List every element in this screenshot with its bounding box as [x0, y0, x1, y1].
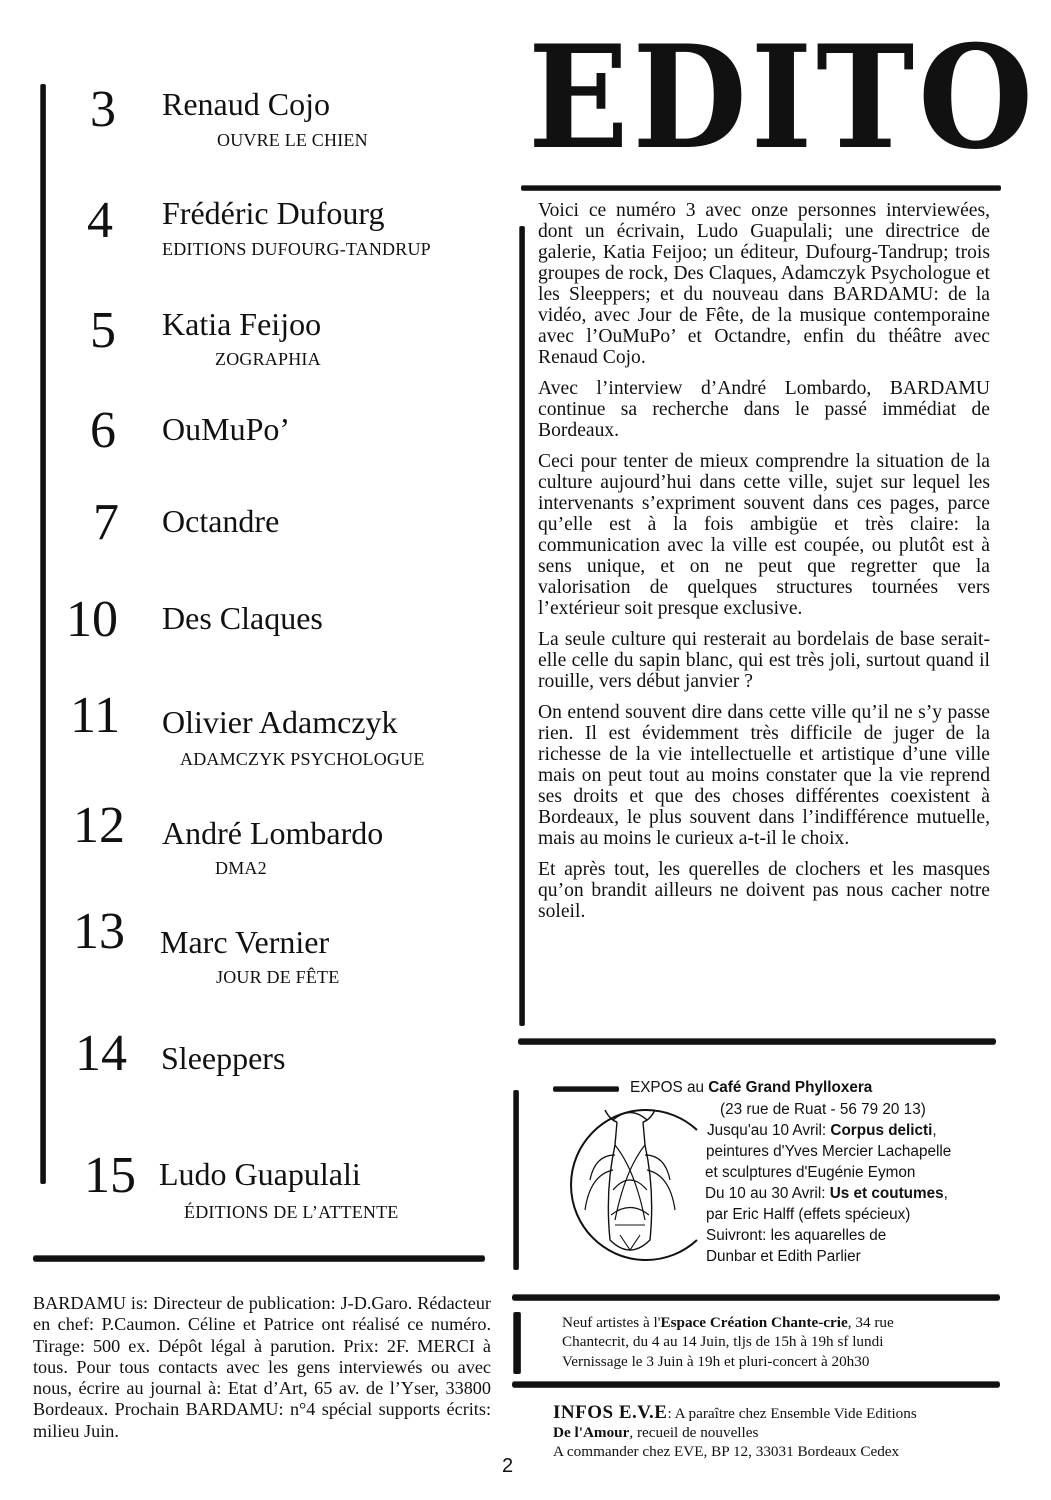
- toc-title: Marc Vernier: [160, 924, 330, 960]
- expos-heading-rule: [553, 1087, 619, 1091]
- chantecrie-bottom-rule: [512, 1382, 1000, 1387]
- infos-book-title: De l'Amour: [553, 1424, 630, 1441]
- infos-line: A commander chez EVE, BP 12, 33031 Bordeaux Cedex: [553, 1443, 900, 1460]
- expos-punct: ,: [943, 1185, 948, 1202]
- expos-show-title: Us et coutumes: [829, 1185, 944, 1202]
- chantecrie-vertical-rule: [514, 1312, 520, 1374]
- toc-page-number: 11: [70, 687, 121, 744]
- edito-paragraph: Avec l’interview d’André Lombardo, BARDAMU continue sa recherche dans le passé immédiat de Bordeaux.: [538, 378, 990, 441]
- expos-vertical-rule: [514, 1090, 518, 1270]
- edito-paragraph: La seule culture qui resterait au bordelais de base serait-elle celle du sapin blanc, qui est très joli, surtout quand il rouille, vers début janvier ?: [538, 629, 990, 692]
- toc-title: Renaud Cojo: [162, 86, 330, 122]
- toc-title: Des Claques: [162, 600, 323, 636]
- expos-line: [707, 1121, 937, 1141]
- toc-subtitle: DMA2: [215, 858, 267, 878]
- chantecrie-top-rule: [512, 1295, 1000, 1300]
- expos-line: par Eric Halff (effets spécieux): [706, 1206, 911, 1223]
- expos-show-title: Corpus delicti: [830, 1122, 933, 1139]
- edito-end-rule: [518, 1039, 996, 1044]
- expos-line: Dunbar et Edith Parlier: [706, 1248, 861, 1265]
- toc-page-number: 13: [73, 903, 125, 960]
- toc-page-number: 5: [90, 302, 116, 359]
- edito-title-underline: [521, 186, 1001, 190]
- toc-subtitle: ADAMCZYK PSYCHOLOGUE: [180, 749, 425, 769]
- chantecrie-address: , 34 rue: [847, 1314, 894, 1331]
- toc-subtitle: JOUR DE FÊTE: [216, 967, 340, 987]
- infos-heading: INFOS E.V.E: [553, 1402, 668, 1423]
- toc-title: Ludo Guapulali: [159, 1156, 361, 1192]
- edito-paragraph: Ceci pour tenter de mieux comprendre la situation de la culture aujourd’hui dans cette ville, sujet sur lequel les intervenants s’expriment souvent dans ces pages, parce qu’elle est à la fois ambigüe et très claire: la communication avec la ville est coupée, ou plutôt est à sens unique, et on ne peut que regretter que la valorisation de quelques structures tournées vers l’extérieur soit presque exclusive.: [538, 451, 990, 619]
- expos-heading: [630, 1078, 872, 1098]
- credits-text: BARDAMU is: Directeur de publication: J-D.Garo. Rédacteur en chef: P.Caumon. Céline et Patrice ont réalisé ce numéro. Tirage: 500 ex. Dépôt légal à parution. Prix: 2F. MERCI à tous. Pour tous contacts avec les gens interviewés ou avec nous, écrire au journal à: Etat d’Art, 65 av. de l’Yser, 33800 Bordeaux. Prochain BARDAMU: n°4 spécial supports écrits: milieu Juin.: [33, 1293, 491, 1441]
- toc-page-number: 6: [90, 402, 116, 459]
- toc-subtitle: OUVRE LE CHIEN: [217, 130, 368, 150]
- toc-subtitle: ÉDITIONS DE L’ATTENTE: [184, 1202, 399, 1222]
- edito-vertical-rule: [520, 226, 524, 1026]
- page-number: 2: [502, 1455, 514, 1477]
- expos-date: Jusqu'au 10 Avril:: [707, 1122, 831, 1139]
- toc-subtitle: ZOGRAPHIA: [215, 349, 321, 369]
- toc-vertical-rule: [41, 84, 45, 1184]
- expos-line: Suivront: les aquarelles de: [706, 1227, 887, 1244]
- infos-eve: [553, 1403, 983, 1461]
- chantecrie-line: Vernissage le 3 Juin à 19h et pluri-concert à 20h30: [562, 1352, 870, 1370]
- edito-paragraph: Voici ce numéro 3 avec onze personnes interviewées, dont un écrivain, Ludo Guapulali; une directrice de galerie, Katia Feijoo; un éditeur, Dufourg-Tandrup; trois groupes de rock, Des Claques, Adamczyk Psychologue et les Sleeppers; et du nouveau dans BARDAMU: de la vidéo, avec Jour de Fête, de la musique contemporaine avec l’OuMuPo’ et Octandre, enfin du théâtre avec Renaud Cojo.: [538, 200, 990, 368]
- expos-date: Du 10 au 30 Avril:: [705, 1185, 830, 1202]
- expos-line: peintures d'Yves Mercier Lachapelle: [706, 1143, 952, 1160]
- toc-title: André Lombardo: [162, 815, 384, 851]
- toc-title: OuMuPo’: [162, 411, 291, 447]
- toc-title: Octandre: [162, 503, 280, 539]
- credits-divider: [33, 1256, 485, 1261]
- expos-punct: ,: [932, 1122, 937, 1139]
- chantecrie-line: Chantecrit, du 4 au 14 Juin, tljs de 15h à 19h sf lundi: [562, 1333, 884, 1351]
- infos-text: , recueil de nouvelles: [629, 1424, 759, 1441]
- toc-title: Olivier Adamczyk: [162, 704, 398, 740]
- expos-venue: Café Grand Phylloxera: [708, 1079, 873, 1096]
- toc-page-number: 14: [75, 1025, 127, 1082]
- infos-text: : A paraître chez Ensemble Vide Editions: [667, 1405, 917, 1422]
- toc-title: Sleeppers: [161, 1040, 286, 1076]
- toc-page-number: 3: [90, 81, 116, 138]
- phylloxera-insect-icon: [555, 1100, 705, 1270]
- expos-address: (23 rue de Ruat - 56 79 20 13): [720, 1101, 926, 1118]
- edito-body: [538, 200, 990, 932]
- edito-paragraph: Et après tout, les querelles de clochers et les masques qu’on brandit ailleurs ne doivent pas nous cacher notre soleil.: [538, 859, 990, 922]
- toc-subtitle: EDITIONS DUFOURG-TANDRUP: [162, 239, 431, 259]
- expos-line: et sculptures d'Eugénie Eymon: [705, 1164, 916, 1181]
- toc-page-number: 10: [66, 591, 118, 648]
- toc-page-number: 12: [73, 797, 125, 854]
- toc-title: Frédéric Dufourg: [162, 195, 385, 231]
- chantecrie-prefix: Neuf artistes à l': [562, 1314, 661, 1331]
- edito-paragraph: On entend souvent dire dans cette ville qu’il ne s’y passe rien. Il est évidemment très difficile de juger de la richesse de la vie intellectuelle et artistique d’une ville mais on peut tout au moins constater que la vie reprend ses droits et que des choses différentes coexistent à Bordeaux, le plus souvent dans l’indifférence mutuelle, mais au moins le curieux a-t-il le choix.: [538, 702, 990, 849]
- chantecrie-line: [562, 1313, 982, 1332]
- infos-line: [553, 1423, 983, 1442]
- toc-page-number: 7: [93, 494, 119, 551]
- infos-line: [553, 1403, 983, 1423]
- toc-page-number: 15: [84, 1147, 136, 1204]
- toc-title: Katia Feijoo: [162, 306, 322, 342]
- toc-page-number: 4: [87, 192, 113, 249]
- edito-title: EDITO: [528, 15, 1037, 181]
- chantecrie-notice: [562, 1313, 982, 1371]
- expos-heading-prefix: EXPOS au: [630, 1079, 709, 1096]
- chantecrie-venue: Espace Création Chante-crie: [660, 1314, 848, 1331]
- expos-line: [705, 1184, 948, 1204]
